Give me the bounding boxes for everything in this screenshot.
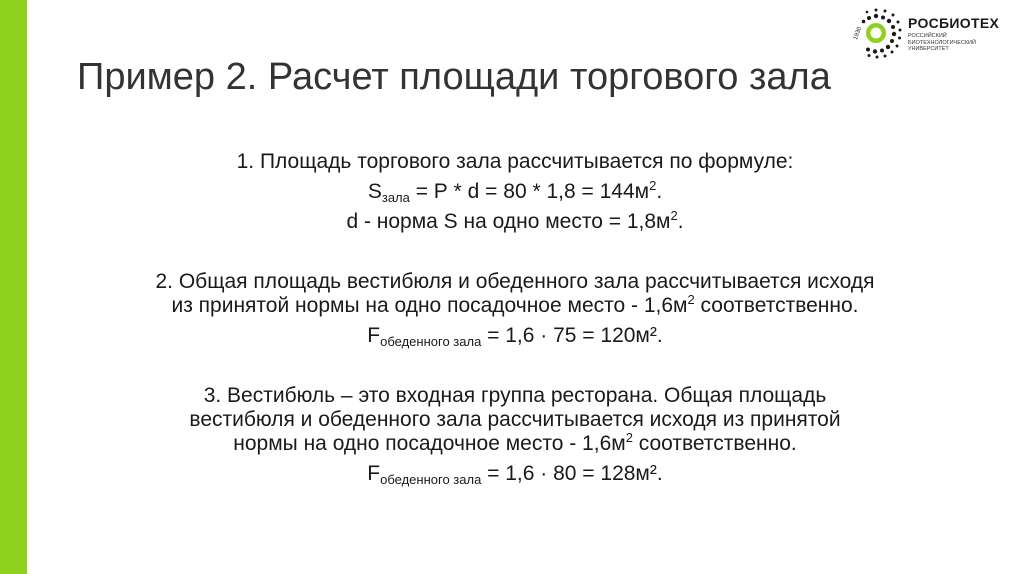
section3-line1: 3. Вестибюль – это входная группа ресторана. Общая площадь (203, 384, 827, 407)
logo-subtitle: РОССИЙСКИЙ БИОТЕХНОЛОГИЧЕСКИЙ УНИВЕРСИТЕТ (908, 33, 976, 52)
section2-line2: из принятой нормы на одно посадочное место - $1,6м^2$ соответственно. (171, 292, 859, 317)
slide-title: Пример 2. Расчет площади торгового зала (77, 56, 831, 98)
section3-formula: $F_{обеденного зала} = 1,6 \cdot 80 = 128м^2$. (367, 462, 663, 487)
section1-intro: 1. Площадь торгового зала рассчитывается по формуле: (236, 150, 794, 173)
slide-content (60, 150, 970, 486)
section2-formula: $F_{обеденного зала} = 1,6 \cdot 75 = 120м^2$. (367, 324, 663, 349)
section1-formula: $S_{зала} = Р * d = 80 * 1,8 = 144м^2$. (367, 178, 663, 205)
section2-line1: 2. Общая площадь вестибюля и обеденного зала рассчитывается исходя (155, 270, 875, 293)
section3-line2: вестибюля и обеденного зала рассчитывается исходя из принятой (189, 408, 841, 431)
section1-note: d - норма S на одно место = $1,8м^2$. (346, 208, 684, 233)
logo-emblem-icon (848, 6, 904, 60)
university-logo (848, 6, 1018, 60)
section3-line3: нормы на одно посадочное место - $1,6м^2$ соответственно. (233, 430, 797, 455)
left-accent-bar (0, 0, 27, 574)
svg-text:1930: 1930 (852, 26, 864, 41)
logo-brand-name: РОСБИОТЕХ (908, 15, 1000, 31)
